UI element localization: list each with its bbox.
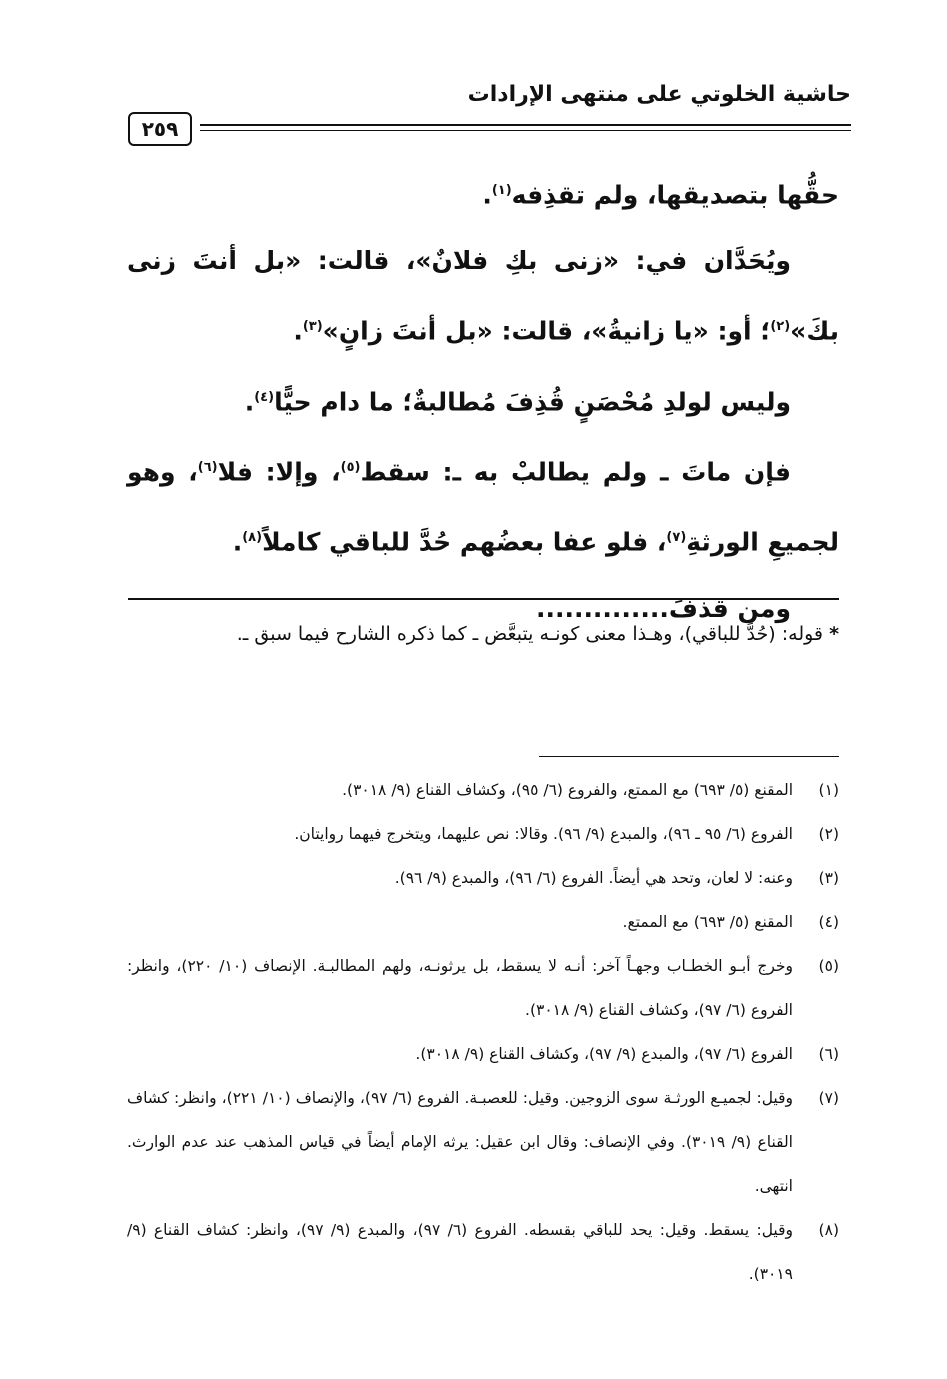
footnote-ref-1: (١)	[491, 183, 512, 198]
footnote-text: الفروع (٦/ ٩٧)، والمبدع (٩/ ٩٧)، وكشاف القناع (٩/ ٣٠١٨).	[415, 1045, 793, 1063]
footnote-text: المقنع (٥/ ٦٩٣) مع الممتع.	[622, 913, 793, 931]
footnote-number: (٦)	[818, 1045, 839, 1063]
main-text-span: .	[244, 386, 255, 416]
footnote-text: المقنع (٥/ ٦٩٣) مع الممتع، والفروع (٦/ ٩٥)، وكشاف القناع (٩/ ٣٠١٨).	[342, 781, 793, 799]
main-text-span: ، وإلا: فلا	[217, 457, 341, 487]
footnote-ref-6: (٦)	[197, 459, 218, 475]
continuation-dots: ..............	[535, 593, 669, 623]
main-text-span: ويُحَدَّان في: «زنى بكِ فلانٌ»، قالت: «بل أنتَ زنى بكَ»	[127, 246, 839, 346]
header-rule-thin	[200, 130, 851, 131]
footnote-4	[127, 900, 839, 944]
footnote-1	[127, 768, 839, 812]
footnote-number: (٤)	[818, 913, 839, 931]
footnote-number: (١)	[818, 781, 839, 799]
main-text-span: ، فلو عفا بعضُهم حُدَّ للباقي كاملاً	[262, 527, 667, 557]
main-text-span: .	[232, 527, 243, 557]
main-text-span: ؛ أو: «يا زانيةُ»، قالت: «بل أنتَ زانٍ»	[322, 316, 771, 346]
main-paragraph-2	[127, 228, 839, 364]
footnote-ref-4: (٤)	[254, 389, 275, 405]
footnote-number: (٣)	[818, 869, 839, 887]
footnote-7	[127, 1076, 839, 1208]
header-rule	[200, 124, 851, 126]
footnote-3	[127, 856, 839, 900]
footnote-number: (٧)	[818, 1089, 839, 1107]
footnote-2	[127, 812, 839, 856]
footnote-text: وقيل: لجميـع الورثـة سوى الزوجين. وقيل: للعصبـة. الفروع (٦/ ٩٧)، والإنصاف (١٠/ ٢٢١)، وانظر: كشاف القناع (٩/ ٣٠١٩). وفي الإنصاف: وقال ابن عقيل: يرثه الإمام أيضاً في قياس المذهب عند عدم الوارث. انتهى.	[127, 1089, 794, 1195]
main-text-span: ، وهو لجميعِ الورثةِ	[127, 457, 839, 557]
footnote-text: وعنه: لا لعان، وتحد هي أيضاً. الفروع (٦/ ٩٦)، والمبدع (٩/ ٩٦).	[394, 869, 793, 887]
main-paragraph-4	[127, 435, 839, 576]
footnote-text: وخرج أبـو الخطـاب وجهـاً آخر: أنـه لا يسقط، بل يرثونـه، ولهم المطالبـة. الإنصاف (١٠/ ٢٢٠)، وانظر: الفروع (٦/ ٩٧)، وكشاف القناع (٩/ ٣٠١٨).	[127, 957, 793, 1019]
commentary-paragraph	[127, 608, 839, 660]
footnotes-list	[127, 768, 839, 1296]
footnote-text: الفروع (٦/ ٩٥ ـ ٩٦)، والمبدع (٩/ ٩٦). وقالا: نص عليهما، ويتخرج فيهما روايتان.	[294, 825, 793, 843]
main-text-span: ومن قذفَ	[668, 593, 791, 623]
commentary-block	[127, 608, 839, 660]
footnote-ref-8: (٨)	[242, 530, 263, 546]
footnote-ref-5: (٥)	[340, 459, 361, 475]
footnote-ref-7: (٧)	[666, 530, 687, 546]
commentary-separator	[128, 598, 839, 600]
footnote-ref-2: (٢)	[770, 319, 791, 335]
running-header-title: حاشية الخلوتي على منتهى الإرادات	[467, 82, 851, 107]
footnote-number: (٥)	[818, 957, 839, 975]
main-text-span: حقُّها بتصديقها، ولم تقذِفه	[511, 180, 839, 210]
main-text	[127, 158, 839, 642]
commentary-text: قوله: (حُدَّ للباقي)، وهـذا معنى كونـه يتبعَّض ـ كما ذكره الشارح فيما سبق ـ.	[236, 623, 824, 645]
main-paragraph-1	[127, 158, 839, 228]
main-text-span: وليس لولدِ مُحْصَنٍ قُذِفَ مُطالبةٌ؛ ما دام حيًّا	[274, 386, 791, 416]
main-text-span: .	[482, 180, 492, 210]
footnote-5	[127, 944, 839, 1032]
commentary-star: *	[829, 623, 839, 645]
main-paragraph-3	[127, 365, 839, 435]
footnote-8	[127, 1208, 839, 1296]
main-text-span: فإن ماتَ ـ ولم يطالبْ به ـ: سقط	[360, 457, 791, 487]
footnote-6	[127, 1032, 839, 1076]
footnote-separator	[539, 756, 839, 757]
page-number: ٢٥٩	[128, 112, 192, 146]
footnote-number: (٢)	[818, 825, 839, 843]
main-text-span: .	[293, 316, 303, 346]
footnote-ref-3: (٣)	[302, 319, 323, 335]
footnote-number: (٨)	[818, 1221, 839, 1239]
footnote-text: وقيل: يسقط. وقيل: يحد للباقي بقسطه. الفروع (٦/ ٩٧)، والمبدع (٩/ ٩٧)، وانظر: كشاف القناع (٩/ ٣٠١٩).	[127, 1221, 793, 1283]
